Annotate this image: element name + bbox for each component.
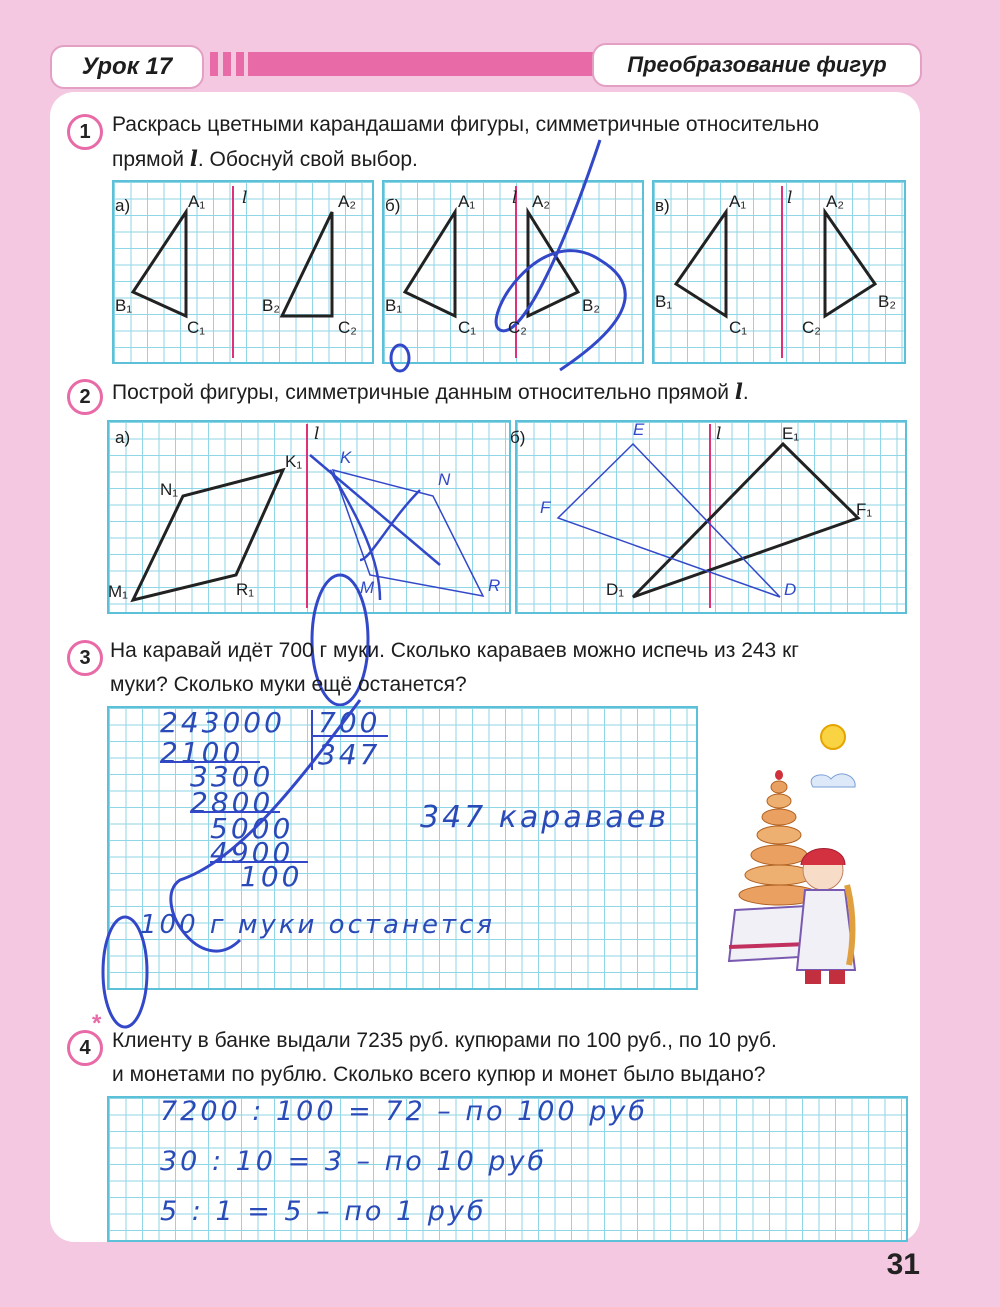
lesson-title: Урок 17 (81, 53, 173, 80)
t2a-N1: N₁ (160, 480, 179, 499)
task4-number: 4 (67, 1030, 103, 1066)
t2a-N: N (438, 470, 451, 489)
t1a-A2: A₂ (338, 192, 356, 211)
t2a-R: R (488, 576, 501, 595)
t1a-B2: B₂ (262, 296, 280, 315)
t2b-D: D (784, 580, 797, 599)
t3-quotient: 347 (318, 738, 381, 771)
t2a-tag: а) (115, 428, 131, 447)
task1-text: Раскрась цветными карандашами фигуры, симметричные относительно прямой l. Обоснуй свой выбор. (112, 113, 820, 171)
t2b-l: l (716, 424, 722, 444)
t1b-C1: C₁ (458, 318, 477, 337)
t2b-E1: E₁ (782, 424, 800, 443)
t1c-B2: B₂ (878, 292, 896, 311)
t3-s6: 100 (240, 860, 303, 893)
t1c-C1: C₁ (729, 318, 748, 337)
t2a-M1: M₁ (108, 582, 128, 601)
task4-star: * (92, 1010, 102, 1037)
page-number: 31 (886, 1248, 920, 1281)
t1a-l: l (242, 188, 248, 208)
t1a-tag: а) (115, 196, 131, 215)
t1b-A2: A₂ (532, 192, 550, 211)
t1c-A2: A₂ (826, 192, 844, 211)
t3-dividend: 243000 (160, 706, 285, 739)
t2a-K: K (340, 448, 352, 467)
t3-divisor: 700 (318, 706, 381, 739)
t3-s5: 4900 (210, 836, 294, 869)
t1c-tag: в) (655, 196, 670, 215)
t1b-C2: C₂ (508, 318, 527, 337)
t1c-B1: B₁ (655, 292, 673, 311)
t1b-l: l (512, 188, 518, 208)
t3-s3: 2800 (190, 786, 274, 819)
t4-line2: 30 : 10 = 3 – по 10 руб (160, 1146, 548, 1177)
t2a-l: l (314, 424, 320, 444)
t2b-D1: D₁ (606, 580, 625, 599)
t2b-tag: б) (510, 428, 526, 447)
t1c-C2: C₂ (802, 318, 821, 337)
karavai-girl-illustration (705, 715, 915, 995)
topic-title: Преобразование фигур (627, 52, 887, 77)
t2b-E: E (633, 420, 645, 439)
t1b-B1: B₁ (385, 296, 403, 315)
t2b-F: F (540, 498, 551, 517)
t3-s4: 5000 (210, 812, 294, 845)
task3-text: На каравай идёт 700 г муки. Сколько караваев можно испечь из 243 кг муки? Сколько муки ещё останется? (110, 639, 799, 696)
t1b-B2: B₂ (582, 296, 600, 315)
t4-line1: 7200 : 100 = 72 – по 100 руб (160, 1096, 648, 1127)
t3-s2: 3300 (190, 760, 274, 793)
t4-line3: 5 : 1 = 5 – по 1 руб (160, 1196, 487, 1227)
t1a-C2: C₂ (338, 318, 357, 337)
t3-answer1: 347 караваев (420, 800, 669, 835)
task2-number: 2 (67, 379, 103, 415)
t2b-F1: F₁ (856, 500, 873, 519)
t1a-A1: A₁ (188, 192, 206, 211)
t2a-K1: K₁ (285, 452, 303, 471)
t3-answer2: 100 г муки останется (140, 910, 496, 940)
t1c-l: l (787, 188, 793, 208)
task4-text: Клиенту в банке выдали 7235 руб. купюрами по 100 руб., по 10 руб. и монетами по рублю. Сколько всего купюр и монет было выдано? (112, 1029, 777, 1086)
task3-number: 3 (67, 640, 103, 676)
t1c-A1: A₁ (729, 192, 747, 211)
t1a-B1: B₁ (115, 296, 133, 315)
t3-s1: 2100 (160, 736, 244, 769)
task1-number: 1 (67, 114, 103, 150)
t2a-M: M (360, 578, 375, 597)
t1b-A1: A₁ (458, 192, 476, 211)
task2-text: Построй фигуры, симметричные данным относительно прямой l. (112, 379, 749, 404)
t2a-R1: R₁ (236, 580, 255, 599)
t1a-C1: C₁ (187, 318, 206, 337)
t1b-tag: б) (385, 196, 401, 215)
